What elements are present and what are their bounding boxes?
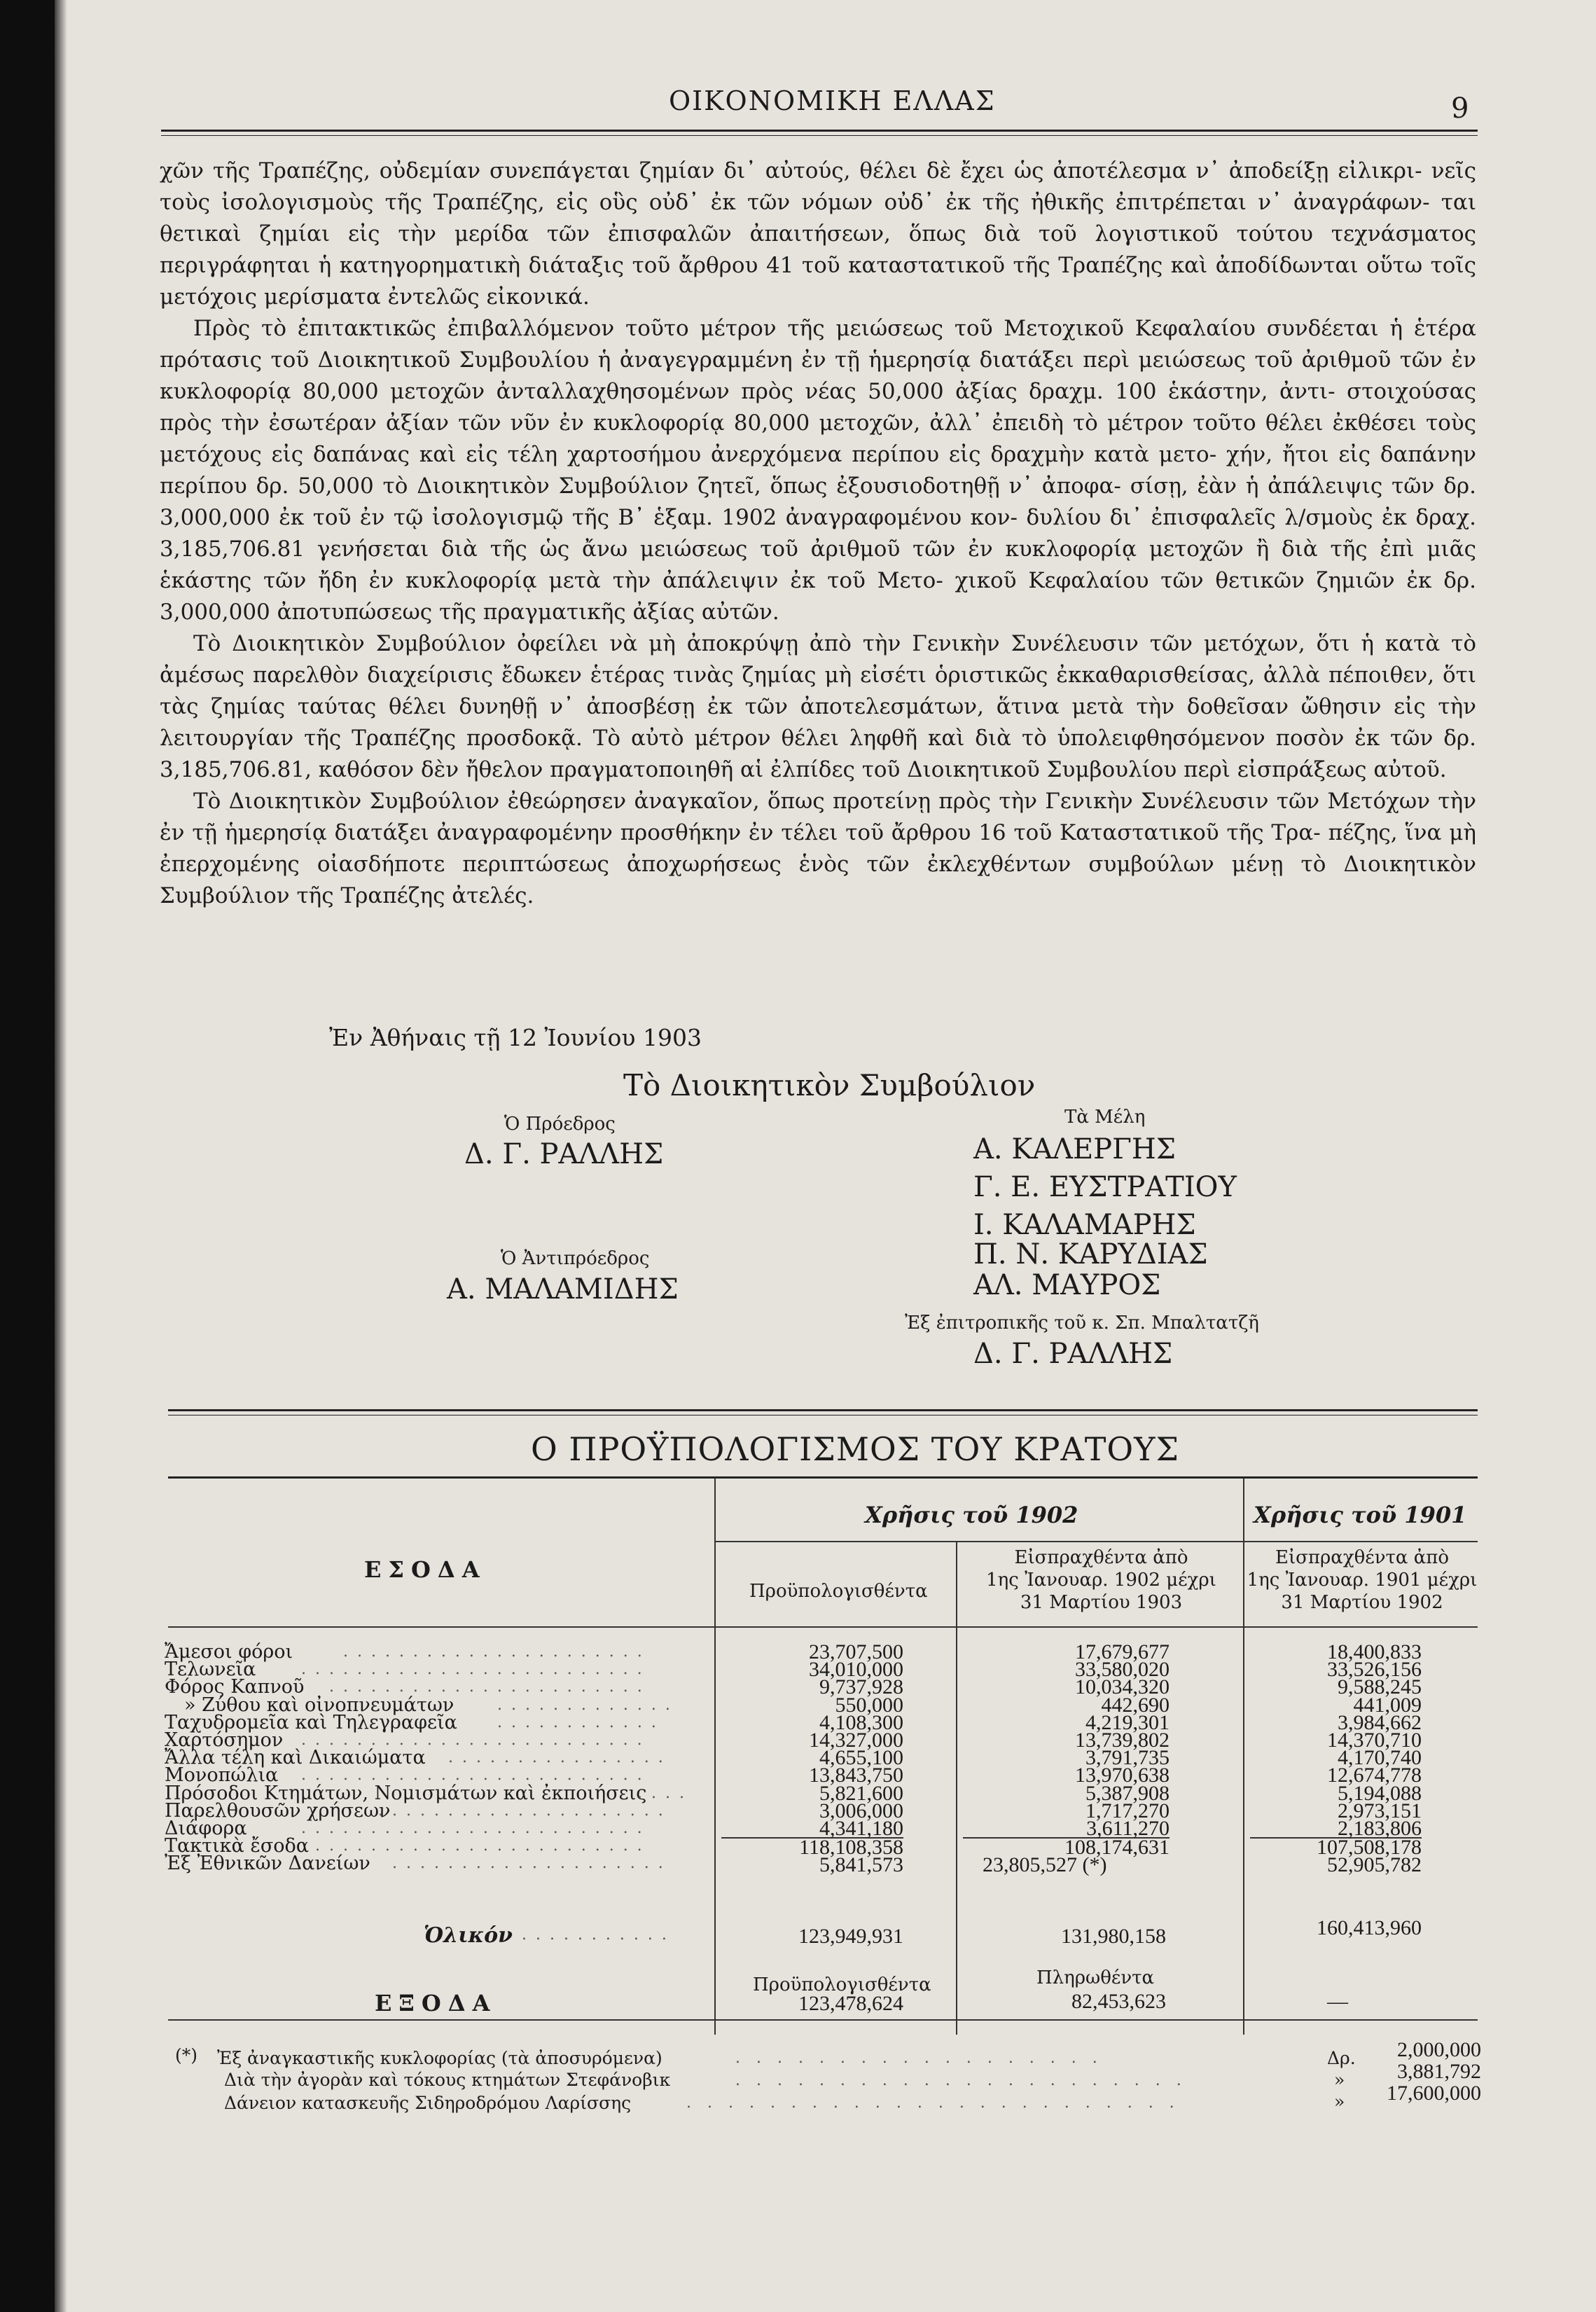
row-label: Πρόσοδοι Κτημάτων, Νομισμάτων καὶ ἐκποιήσεις: [165, 1782, 647, 1804]
total-label: Ὁλικόν: [424, 1923, 513, 1948]
collected-1902-cell: 3,611,270: [963, 1820, 1170, 1839]
col-collected-1902-line1: Εἰσπραχθέντα ἀπὸ: [1014, 1547, 1188, 1568]
member-5: ΑΛ. ΜΑΥΡΟΣ: [973, 1269, 1161, 1301]
collected-1902-cell: 1,717,270: [1085, 1799, 1170, 1822]
col-divider-2: [1243, 1478, 1244, 2035]
member-3: Ι. ΚΑΛΑΜΑΡΗΣ: [973, 1209, 1196, 1241]
row-label: Ἄλλα τέλη καὶ Δικαιώματα: [165, 1747, 426, 1769]
collected-1902-cell: 108,174,631: [1064, 1836, 1170, 1860]
row-label: Μονοπώλια: [165, 1764, 279, 1787]
page-number: 9: [1451, 92, 1471, 125]
budget-cell: 4,108,300: [819, 1710, 903, 1734]
paragraph-2: Πρὸς τὸ ἐπιτακτικῶς ἐπιβαλλόμενον τοῦτο μέτρον τῆς μειώσεως τοῦ Μετοχικοῦ Κεφαλαίου συνδέεται ἡ ἑτέρα πρότασις τοῦ Διοικητικοῦ Συμβουλίου ἡ ἀναγεγραμμένη ἐν τῇ ἡμερησίᾳ διατάξει περὶ μειώσεως τοῦ ἀριθμοῦ τῶν ἐν κυκλοφορίᾳ 80,000 μετοχῶν ἀνταλλαχθησομένων πρὸς νέας 50,000 ἀξίας δραχμ. 100 ἑκάστην, ἀντι- στοιχούσας πρὸς τὴν ἐσωτέραν ἀξίαν τῶν νῦν ἐν κυκλοφορίᾳ 80,000 μετοχῶν, ἀλλ᾽ ἐπειδὴ τὸ μέτρον τοῦτο θέλει ἐκθέσει τοὺς μετόχους εἰς δαπάνας καὶ εἰς τέλη χαρτοσήμου ἀνερχόμενα περίπου εἰς δραχμὴν κατὰ μετο- χήν, ἤτοι εἰς δαπάνην περίπου δρ. 50,000 τὸ Διοικητικὸν Συμβούλιον ζητεῖ, ὅπως ἐξουσιοδοτηθῇ ν᾽ ἀποφα- σίσῃ, ἐὰν ἡ ἀπάλειψις τῶν δρ. 3,000,000 ἐκ τοῦ ἐν τῷ ἰσολογισμῷ τῆς Β᾽ ἑξαμ. 1902 ἀναγραφομένου κον- δυλίου δι᾽ ἐπισφαλεῖς λ/σμοὺς ἐκ δραχ. 3,185,706.81 γενήσεται διὰ τῆς ὡς ἄνω μειώσεως τοῦ ἀριθμοῦ τῶν ἐν κυκλοφορίᾳ μετοχῶν ἢ διὰ τῆς ἐπὶ μιᾶς ἑκάστης τῶν ἤδη ἐν κυκλοφορίᾳ μετὰ τὴν ἀπάλειψιν ἐκ τοῦ Μετο- χικοῦ Κεφαλαίου τῶν θετικῶν ζημιῶν ἐκ δρ. 3,000,000 ἀποτυπώσεως τῆς πραγματικῆς ἀξίας αὐτῶν.: [160, 316, 1476, 625]
header-bottom-rule: [168, 1626, 1478, 1628]
total-collected-1902: 131,980,158: [1061, 1925, 1166, 1948]
footnote-leader-2: . . . . . . . . . . . . . . . . . . . . . .: [735, 2072, 1187, 2089]
vice-president-title: Ὁ Ἀντιπρόεδρος: [501, 1248, 650, 1269]
president-name: Δ. Γ. ΡΑΛΛΗΣ: [464, 1138, 664, 1170]
total-dot-leader: . . . . . . . . . . .: [522, 1926, 669, 1944]
collected-1902-cell: 23,805,527 (*): [983, 1853, 1107, 1877]
col-collected-1901-line2: 1ης Ἰανουαρ. 1901 μέχρι: [1247, 1570, 1478, 1591]
paragraph-4: Τὸ Διοικητικὸν Συμβούλιον ἐθεώρησεν ἀναγκαῖον, ὅπως προτείνῃ πρὸς τὴν Γενικὴν Συνέλευσιν τῶν Μετόχων τὴν ἐν τῇ ἡμερησίᾳ διατάξει ἀναγραφομένην προσθήκην ἐν τέλει τοῦ ἄρθρου 16 τοῦ Καταστατικοῦ τῆς Τρα- πέζης, ἵνα μὴ ἐπερχομένης οἰασδήποτε περιπτώσεως ἀποχωρήσεως ἑνὸς τῶν ἐκλεχθέντων συμβούλων μένῃ τὸ Διοικητικὸν Συμβούλιον τῆς Τραπέζης ἀτελές.: [160, 789, 1476, 908]
member-4: Π. Ν. ΚΑΡΥΔΙΑΣ: [973, 1238, 1208, 1271]
total-collected-1901: 160,413,960: [1317, 1916, 1422, 1939]
collected-1902-cell: 3,791,735: [1085, 1746, 1170, 1770]
budget-cell: 34,010,000: [809, 1658, 903, 1682]
collected-1902-cell: 33,580,020: [1075, 1658, 1170, 1682]
footnote-line-1: Ἐξ ἀναγκαστικῆς κυκλοφορίας (τὰ ἀποσυρόμενα): [217, 2048, 662, 2068]
running-header-title: ΟΙΚΟΝΟΜΙΚΗ ΕΛΛΑΣ: [669, 85, 996, 116]
collected-1901-cell: 4,170,740: [1338, 1746, 1422, 1770]
collected-1901-cell: 12,674,778: [1327, 1764, 1422, 1787]
budget-cell: 4,655,100: [819, 1746, 903, 1770]
col-divider-3: [956, 1541, 957, 2035]
year-1902-header: Χρῆσις τοῦ 1902: [865, 1502, 1078, 1528]
collected-1901-cell: 9,588,245: [1338, 1675, 1422, 1699]
row-label: Τελωνεῖα: [165, 1659, 256, 1681]
footnote-line-3: Δάνειον κατασκευῆς Σιδηροδρόμου Λαρίσσης: [224, 2093, 632, 2113]
budget-cell: 550,000: [835, 1693, 903, 1717]
footnote-line-2: Διὰ τὴν ἀγορὰν καὶ τόκους κτημάτων Στεφάνοβικ: [224, 2070, 671, 2090]
header-rule: [161, 130, 1478, 132]
row-label: Φόρος Καπνοῦ: [165, 1676, 305, 1698]
budget-title: Ο ΠΡΟΫΠΟΛΟΓΙΣΜΟΣ ΤΟΥ ΚΡΑΤΟΥΣ: [531, 1430, 1180, 1468]
committee-name: Δ. Γ. ΡΑΛΛΗΣ: [973, 1338, 1173, 1370]
collected-1901-cell: 14,370,710: [1327, 1728, 1422, 1752]
col-collected-1901-line3: 31 Μαρτίου 1902: [1281, 1592, 1443, 1613]
collected-1902-column: [963, 1640, 1170, 1877]
footnote-ditto-1: »: [1334, 2070, 1345, 2090]
collected-1901-cell: 2,973,151: [1338, 1799, 1422, 1822]
table-top-rule: [168, 1476, 1478, 1479]
budget-cell: 13,843,750: [809, 1764, 903, 1787]
expense-col1-header: Προϋπολογισθέντα: [753, 1974, 931, 1995]
row-label: Διάφορα: [165, 1817, 247, 1839]
collected-1902-cell: 5,387,908: [1085, 1781, 1170, 1805]
budget-cell: 23,707,500: [809, 1640, 903, 1663]
footnote-mark: (*): [175, 2045, 198, 2065]
collected-1901-column: [1250, 1640, 1422, 1877]
footnote-value-3: 17,600,000: [1387, 2082, 1481, 2105]
footnote-leader-3: . . . . . . . . . . . . . . . . . . . . . . . .: [686, 2094, 1180, 2112]
footnote-value-1: 2,000,000: [1397, 2038, 1481, 2061]
collected-1902-cell: 13,739,802: [1075, 1728, 1170, 1752]
signature-date: Ἐν Ἀθήναις τῇ 12 Ἰουνίου 1903: [329, 1024, 702, 1051]
budget-cell: 14,327,000: [809, 1728, 903, 1752]
committee-note: Ἐξ ἐπιτροπικῆς τοῦ κ. Σπ. Μπαλτατζῆ: [905, 1313, 1259, 1334]
footnote-value-2: 3,881,792: [1397, 2060, 1481, 2083]
income-label: ΕΣΟΔΑ: [364, 1556, 487, 1583]
collected-1902-cell: 17,679,677: [1075, 1640, 1170, 1663]
col-budget-header: Προϋπολογισθέντα: [749, 1581, 928, 1602]
col-collected-1901-line1: Εἰσπραχθέντα ἀπὸ: [1275, 1547, 1450, 1568]
expense-col2-header: Πληρωθέντα: [1036, 1967, 1155, 1988]
expense-label: ΕΞΟΔΑ: [375, 1990, 497, 2016]
budget-cell: 3,006,000: [819, 1799, 903, 1822]
binding-gradient: [55, 0, 67, 2312]
member-2: Γ. Ε. ΕΥΣΤΡΑΤΙΟΥ: [973, 1171, 1237, 1203]
col-collected-1902-header: [963, 1546, 1240, 1614]
table-bottom-rule: [168, 2019, 1478, 2021]
collected-1902-cell: 4,219,301: [1085, 1710, 1170, 1734]
footnote-currency: Δρ.: [1327, 2048, 1356, 2068]
members-title: Τὰ Μέλη: [1064, 1107, 1146, 1128]
collected-1902-cell: 10,034,320: [1075, 1675, 1170, 1699]
row-label: Τακτικὰ ἔσοδα: [165, 1835, 309, 1857]
row-label: Ἄμεσοι φόροι: [165, 1641, 293, 1663]
body-text: [160, 155, 1476, 912]
collected-1902-cell: 442,690: [1101, 1693, 1170, 1717]
expense-paid: 82,453,623: [1071, 1990, 1166, 2013]
header-divider: [714, 1541, 1478, 1542]
collected-1901-cell: 52,905,782: [1327, 1853, 1422, 1877]
member-1: Α. ΚΑΛΕΡΓΗΣ: [973, 1133, 1177, 1165]
vice-president-name: Α. ΜΑΛΑΜΙΔΗΣ: [447, 1273, 679, 1306]
col-collected-1901-header: [1247, 1546, 1478, 1614]
budget-cell: 118,108,358: [799, 1836, 903, 1860]
footnote-ditto-2: »: [1334, 2091, 1345, 2112]
col-divider-1: [714, 1478, 716, 2035]
paragraph-1: χῶν τῆς Τραπέζης, οὐδεμίαν συνεπάγεται ζημίαν δι᾽ αὐτούς, θέλει δὲ ἔχει ὡς ἀποτέλεσμα ν᾽ ἀποδείξῃ εἰλικρι- νεῖς τοὺς ἰσολογισμοὺς τῆς Τραπέζης, εἰς οὓς οὐδ᾽ ἐκ τῶν νόμων οὐδ᾽ ἐκ τῆς ἠθικῆς ἐπιτρέπεται ν᾽ ἀναγράφων- ται θετικαὶ ζημίαι εἰς τὴν μερίδα τῶν ἐπισφαλῶν ἀπαιτήσεων, ὅπως διὰ τοῦ λογιστικοῦ τούτου τεχνάσματος περιγράφηται ἡ κατηγορηματικὴ διάταξις τοῦ ἄρθρου 41 τοῦ καταστατικοῦ τῆς Τραπέζης καὶ ἀποδίδωνται οὕτω τοῖς μετόχοις μερίσματα ἐντελῶς εἰκονικά.: [160, 158, 1476, 310]
budget-cell: 4,341,180: [721, 1820, 903, 1839]
total-budget: 123,949,931: [798, 1925, 903, 1948]
header-rule-thin: [161, 135, 1478, 136]
col-collected-1902-line2: 1ης Ἰανουαρ. 1902 μέχρι: [986, 1570, 1216, 1591]
collected-1901-cell: 18,400,833: [1327, 1640, 1422, 1663]
collected-1902-cell: 13,970,638: [1075, 1764, 1170, 1787]
collected-1901-cell: 2,183,806: [1250, 1820, 1422, 1839]
row-label: Ταχυδρομεῖα καὶ Τηλεγραφεῖα: [165, 1711, 457, 1733]
collected-1901-cell: 5,194,088: [1338, 1781, 1422, 1805]
budget-values-column: [721, 1640, 903, 1877]
book-binding-shadow: [0, 0, 55, 2312]
row-label: Χαρτόσημον: [165, 1729, 284, 1751]
row-label: Ἐξ Ἐθνικῶν Δανείων: [165, 1853, 370, 1875]
budget-cell: 9,737,928: [819, 1675, 903, 1699]
collected-1901-cell: 441,009: [1353, 1693, 1422, 1717]
budget-cell: 5,821,600: [819, 1781, 903, 1805]
board-title: Τὸ Διοικητικὸν Συμβούλιον: [623, 1068, 1036, 1102]
year-1901-header: Χρῆσις τοῦ 1901: [1254, 1502, 1467, 1528]
paragraph-3: Τὸ Διοικητικὸν Συμβούλιον ὀφείλει νὰ μὴ ἀποκρύψῃ ἀπὸ τὴν Γενικὴν Συνέλευσιν τῶν μετόχων, ὅτι ἡ κατὰ τὸ ἀμέσως παρελθὸν διαχείρισις ἔδωκεν ἑτέρας τινὰς ζημίας μὴ εἰσέτι ὁριστικῶς ἐκκαθαρισθείσας, ἀλλὰ πέποιθεν, ὅτι τὰς ζημίας ταύτας θέλει δυνηθῇ ν᾽ ἀποσβέσῃ ἐκ τῶν ἀποτελεσμάτων, ἅτινα μετὰ τὴν δοθεῖσαν ὤθησιν εἰς τὴν λειτουργίαν τῆς Τραπέζης προσδοκᾷ. Τὸ αὐτὸ μέτρον θέλει ληφθῆ καὶ διὰ τὸ ὑπολειφθησόμενον ποσὸν ἐκ τῶν δρ. 3,185,706.81, καθόσον δὲν ἤθελον πραγματοποιηθῆ αἱ ἐλπίδες τοῦ Διοικητικοῦ Συμβουλίου περὶ εἰσπράξεως αὐτοῦ.: [160, 631, 1476, 782]
row-label: » Ζύθου καὶ οἰνοπνευμάτων: [184, 1694, 454, 1716]
row-label: Παρελθουσῶν χρήσεων: [165, 1799, 391, 1822]
dot-leaders: . . . . . . . . . . . . . . . . . . . . . . . . . . . . . . . . . . . . . . . . . . . . . . . . . . . . . . . . . . . . . . . . . . . . . . . . . . . . . . . . . . . . . . . . . . . . . . . . . . . . . . . . . . . . . . . . . . . . . . . . . . . . . . . . . . . . . . . . . . . . . . . . . . . . . . . . . . . . . . . . . . . . . . . . . . . . . . . . . . . . . . . . . . . . . . . . . . . . . . . . . . . . . . . . . . . . . . . . . . . . . . . . . . . . . . . . . . . . . . . . . . . . . . . . . . . . . . .: [301, 1643, 686, 1873]
president-title: Ὁ Πρόεδρος: [504, 1114, 616, 1135]
expense-1901: —: [1327, 1990, 1348, 2013]
budget-cell: 5,841,573: [819, 1853, 903, 1877]
collected-1901-cell: 33,526,156: [1327, 1658, 1422, 1682]
collected-1901-cell: 3,984,662: [1338, 1710, 1422, 1734]
expense-budget: 123,478,624: [798, 1992, 903, 2015]
footnote-leader-1: . . . . . . . . . . . . . . . . . .: [735, 2049, 1103, 2067]
collected-1901-cell: 107,508,178: [1317, 1836, 1422, 1860]
section-rule: [168, 1409, 1478, 1411]
col-collected-1902-line3: 31 Μαρτίου 1903: [1020, 1592, 1183, 1613]
